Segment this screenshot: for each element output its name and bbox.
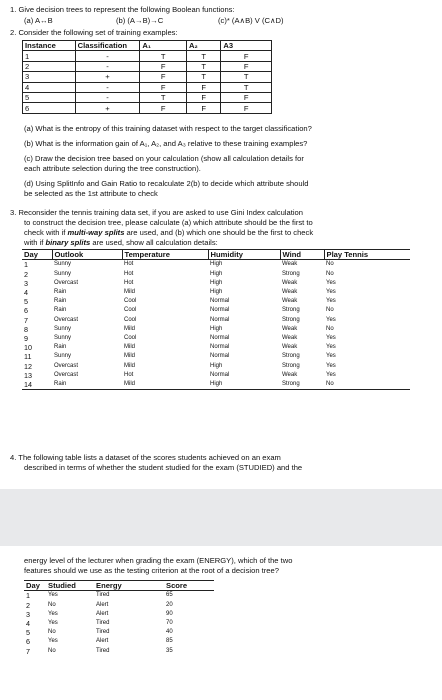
table-row bbox=[22, 260, 410, 270]
table-cell: No bbox=[326, 307, 334, 314]
table-cell: Yes bbox=[48, 638, 58, 645]
table-row bbox=[23, 103, 272, 113]
table-cell: Mild bbox=[124, 353, 136, 360]
q4-header-cell: Studied bbox=[48, 581, 76, 591]
table-cell: Rain bbox=[54, 380, 67, 387]
table-cell: Yes bbox=[326, 279, 336, 286]
table-cell: Weak bbox=[282, 289, 298, 296]
table-cell: High bbox=[210, 362, 223, 369]
q4-header-cell: Energy bbox=[96, 581, 122, 591]
q1-b: (b) (A→B)→C bbox=[116, 16, 164, 25]
table-cell: Mild bbox=[124, 344, 136, 351]
table-cell: Cool bbox=[124, 334, 137, 341]
table-cell: F bbox=[140, 61, 187, 71]
q3-tennis-table bbox=[22, 249, 410, 390]
q2-table bbox=[22, 40, 272, 114]
table-cell: 35 bbox=[166, 647, 173, 654]
table-cell: 90 bbox=[166, 610, 173, 617]
q3-header-cell: Humidity bbox=[208, 250, 280, 260]
table-cell: 2 bbox=[26, 600, 30, 610]
table-cell: 2 bbox=[24, 269, 28, 279]
table-cell: Sunny bbox=[54, 353, 72, 360]
table-cell: Weak bbox=[282, 344, 298, 351]
table-cell: Strong bbox=[282, 353, 300, 360]
table-cell: High bbox=[210, 325, 223, 332]
table-cell: F bbox=[186, 92, 220, 102]
table-cell: - bbox=[75, 61, 140, 71]
table-cell: Mild bbox=[124, 325, 136, 332]
table-row bbox=[22, 279, 410, 288]
q4-header-cell: Score bbox=[166, 581, 188, 591]
table-cell: 3 bbox=[23, 72, 76, 82]
table-cell: T bbox=[186, 72, 220, 82]
table-cell: F bbox=[140, 103, 187, 113]
document-page-bottom bbox=[0, 546, 442, 700]
table-row bbox=[22, 288, 410, 297]
table-cell: Tired bbox=[96, 647, 110, 654]
table-cell: Sunny bbox=[54, 325, 72, 332]
table-cell: Overcast bbox=[54, 279, 79, 286]
table-cell: High bbox=[210, 270, 223, 277]
table-cell: 1 bbox=[26, 591, 30, 601]
table-cell: Strong bbox=[282, 316, 300, 323]
table-cell: Weak bbox=[282, 371, 298, 378]
table-cell: Yes bbox=[326, 362, 336, 369]
table-cell: 4 bbox=[23, 82, 76, 92]
table-cell: Yes bbox=[326, 289, 336, 296]
table-cell: 40 bbox=[166, 629, 173, 636]
table-cell: 65 bbox=[166, 592, 173, 599]
table-cell: Weak bbox=[282, 298, 298, 305]
table-cell: Sunny bbox=[54, 270, 72, 277]
table-cell: 7 bbox=[26, 646, 30, 656]
table-cell: Yes bbox=[326, 334, 336, 341]
table-cell: Hot bbox=[124, 371, 134, 378]
q3-l4: with if binary splits are used, show all calculation details: bbox=[24, 238, 218, 247]
q4-l1: 4. The following table lists a dataset of the scores students achieved on an exam bbox=[10, 453, 281, 462]
table-cell: 1 bbox=[24, 260, 28, 270]
table-row bbox=[22, 325, 410, 334]
table-row bbox=[24, 601, 214, 610]
table-cell: T bbox=[140, 92, 187, 102]
table-row bbox=[24, 591, 214, 601]
q2-c1: (c) Draw the decision tree based on your calculation (show all calculation details for bbox=[24, 154, 304, 163]
table-cell: F bbox=[221, 92, 272, 102]
table-cell: 9 bbox=[24, 333, 28, 343]
q2-header-cell: A₁ bbox=[140, 41, 187, 51]
q2-b: (b) What is the information gain of A₁, A₂, and A₃ relative to these training examples? bbox=[24, 139, 308, 148]
table-cell: 10 bbox=[24, 343, 32, 353]
q4-l2: described in terms of whether the student studied for the exam (STUDIED) and the bbox=[24, 463, 303, 472]
table-cell: 14 bbox=[24, 379, 32, 389]
q2-a: (a) What is the entropy of this training dataset with respect to the target classification? bbox=[24, 124, 312, 133]
table-cell: F bbox=[140, 72, 187, 82]
table-cell: F bbox=[186, 103, 220, 113]
table-cell: Tired bbox=[96, 620, 110, 627]
table-cell: High bbox=[210, 261, 223, 268]
table-cell: 1 bbox=[23, 51, 76, 61]
table-cell: - bbox=[75, 82, 140, 92]
table-cell: 3 bbox=[26, 609, 30, 619]
q3-header-cell: Wind bbox=[280, 250, 324, 260]
table-cell: Yes bbox=[326, 371, 336, 378]
table-row bbox=[22, 352, 410, 361]
q4-header-cell: Day bbox=[26, 581, 40, 591]
table-cell: Normal bbox=[210, 316, 230, 323]
q1-text: 1. Give decision trees to represent the following Boolean functions: bbox=[10, 5, 235, 14]
table-cell: Overcast bbox=[54, 362, 79, 369]
table-cell: High bbox=[210, 289, 223, 296]
table-cell: Overcast bbox=[54, 371, 79, 378]
table-cell: Cool bbox=[124, 316, 137, 323]
table-cell: Normal bbox=[210, 353, 230, 360]
table-cell: No bbox=[326, 325, 334, 332]
table-cell: No bbox=[48, 601, 56, 608]
table-cell: Normal bbox=[210, 298, 230, 305]
table-cell: Strong bbox=[282, 380, 300, 387]
table-cell: Alert bbox=[96, 638, 109, 645]
table-row bbox=[24, 619, 214, 628]
table-cell: 85 bbox=[166, 638, 173, 645]
q3-l3: check with if multi-way splits are used, and (b) which one should be the first to check bbox=[24, 228, 314, 237]
table-cell: + bbox=[75, 72, 140, 82]
table-cell: Cool bbox=[124, 298, 137, 305]
table-cell: Weak bbox=[282, 325, 298, 332]
table-cell: Mild bbox=[124, 289, 136, 296]
table-cell: 11 bbox=[24, 352, 32, 362]
table-cell: 4 bbox=[26, 619, 30, 629]
table-cell: Rain bbox=[54, 344, 67, 351]
table-cell: No bbox=[48, 629, 56, 636]
q2-header-cell: Instance bbox=[23, 41, 76, 51]
table-row bbox=[24, 647, 214, 656]
table-cell: Weak bbox=[282, 261, 298, 268]
q3-l2: to construct the decision tree, please calculate (a) which attribute should be the first to bbox=[24, 218, 313, 227]
table-cell: Hot bbox=[124, 270, 134, 277]
table-cell: Sunny bbox=[54, 261, 72, 268]
table-cell: Mild bbox=[124, 362, 136, 369]
table-cell: Mild bbox=[124, 380, 136, 387]
table-cell: 7 bbox=[24, 315, 28, 325]
table-row bbox=[22, 306, 410, 315]
table-row bbox=[22, 270, 410, 279]
q1-c: (c)* (A∧B) V (C∧D) bbox=[218, 16, 284, 25]
table-row bbox=[22, 343, 410, 352]
q2-c2: each attribute selection during the tree construction). bbox=[24, 164, 201, 173]
table-cell: No bbox=[326, 380, 334, 387]
table-cell: Yes bbox=[326, 316, 336, 323]
table-cell: T bbox=[186, 51, 220, 61]
table-cell: - bbox=[75, 92, 140, 102]
table-cell: 2 bbox=[23, 61, 76, 71]
table-cell: No bbox=[326, 270, 334, 277]
q4-l4: features should we use as the testing criterion at the root of a decision tree? bbox=[24, 566, 279, 575]
q2-d2: be selected as the 1st attribute to check bbox=[24, 189, 158, 198]
q2-header-cell: A₂ bbox=[186, 41, 220, 51]
table-row bbox=[22, 297, 410, 306]
table-row bbox=[22, 361, 410, 370]
table-cell: Strong bbox=[282, 307, 300, 314]
q2-header-cell: Classification bbox=[75, 41, 140, 51]
table-cell: Rain bbox=[54, 289, 67, 296]
table-cell: F bbox=[221, 61, 272, 71]
table-cell: Normal bbox=[210, 334, 230, 341]
table-row bbox=[24, 628, 214, 637]
table-cell: Normal bbox=[210, 371, 230, 378]
q1-a: (a) A↔B bbox=[24, 16, 53, 25]
table-cell: Hot bbox=[124, 279, 134, 286]
table-row bbox=[24, 610, 214, 619]
table-cell: 6 bbox=[24, 306, 28, 316]
table-cell: Strong bbox=[282, 270, 300, 277]
table-cell: Normal bbox=[210, 344, 230, 351]
table-cell: Sunny bbox=[54, 334, 72, 341]
table-cell: Alert bbox=[96, 601, 109, 608]
table-cell: 20 bbox=[166, 601, 173, 608]
table-cell: Yes bbox=[48, 592, 58, 599]
table-cell: Cool bbox=[124, 307, 137, 314]
table-cell: F bbox=[221, 51, 272, 61]
table-row bbox=[22, 334, 410, 343]
table-cell: No bbox=[48, 647, 56, 654]
page-gap bbox=[0, 489, 442, 546]
table-cell: 5 bbox=[24, 297, 28, 307]
table-cell: Hot bbox=[124, 261, 134, 268]
table-cell: Yes bbox=[326, 344, 336, 351]
table-cell: Weak bbox=[282, 334, 298, 341]
q3-header-cell: Day bbox=[24, 250, 38, 260]
q3-header-cell: Temperature bbox=[122, 250, 208, 260]
table-cell: Rain bbox=[54, 307, 67, 314]
table-cell: High bbox=[210, 279, 223, 286]
table-row bbox=[23, 72, 272, 82]
table-cell: Yes bbox=[48, 620, 58, 627]
table-cell: Yes bbox=[326, 298, 336, 305]
table-row bbox=[23, 51, 272, 61]
table-cell: F bbox=[221, 103, 272, 113]
table-cell: 5 bbox=[23, 92, 76, 102]
table-cell: Yes bbox=[48, 610, 58, 617]
table-cell: No bbox=[326, 261, 334, 268]
table-row bbox=[22, 371, 410, 380]
table-row bbox=[23, 92, 272, 102]
q4-score-table bbox=[24, 580, 214, 656]
table-cell: + bbox=[75, 103, 140, 113]
q3-header-cell: Play Tennis bbox=[324, 250, 410, 260]
table-row bbox=[22, 380, 410, 390]
q3-header-cell: Outlook bbox=[52, 250, 122, 260]
table-cell: 6 bbox=[23, 103, 76, 113]
table-cell: Yes bbox=[326, 353, 336, 360]
table-cell: Weak bbox=[282, 279, 298, 286]
table-cell: - bbox=[75, 51, 140, 61]
table-cell: Rain bbox=[54, 298, 67, 305]
table-cell: 70 bbox=[166, 620, 173, 627]
table-row bbox=[24, 637, 214, 646]
table-cell: Normal bbox=[210, 307, 230, 314]
table-cell: Tired bbox=[96, 592, 110, 599]
table-cell: High bbox=[210, 380, 223, 387]
q2-text: 2. Consider the following set of training examples: bbox=[10, 28, 178, 37]
table-cell: 13 bbox=[24, 370, 32, 380]
table-cell: T bbox=[186, 61, 220, 71]
q2-d1: (d) Using SplitInfo and Gain Ratio to recalculate 2(b) to decide which attribute should bbox=[24, 179, 309, 188]
q2-header-cell: A3 bbox=[221, 41, 272, 51]
table-cell: 12 bbox=[24, 361, 32, 371]
table-cell: 3 bbox=[24, 278, 28, 288]
table-row bbox=[22, 316, 410, 325]
table-cell: Overcast bbox=[54, 316, 79, 323]
table-cell: 4 bbox=[24, 288, 28, 298]
table-cell: T bbox=[140, 51, 187, 61]
table-cell: Tired bbox=[96, 629, 110, 636]
table-row bbox=[23, 61, 272, 71]
q4-l3: energy level of the lecturer when grading the exam (ENERGY), which of the two bbox=[24, 556, 293, 565]
table-row bbox=[23, 82, 272, 92]
table-cell: 6 bbox=[26, 637, 30, 647]
table-cell: T bbox=[221, 72, 272, 82]
table-cell: 5 bbox=[26, 628, 30, 638]
table-cell: F bbox=[140, 82, 187, 92]
table-cell: Strong bbox=[282, 362, 300, 369]
table-cell: F bbox=[186, 82, 220, 92]
q3-l1: 3. Reconsider the tennis training data set, if you are asked to use Gini Index calculation bbox=[10, 208, 303, 217]
table-cell: T bbox=[221, 82, 272, 92]
table-cell: 8 bbox=[24, 324, 28, 334]
table-cell: Alert bbox=[96, 610, 109, 617]
